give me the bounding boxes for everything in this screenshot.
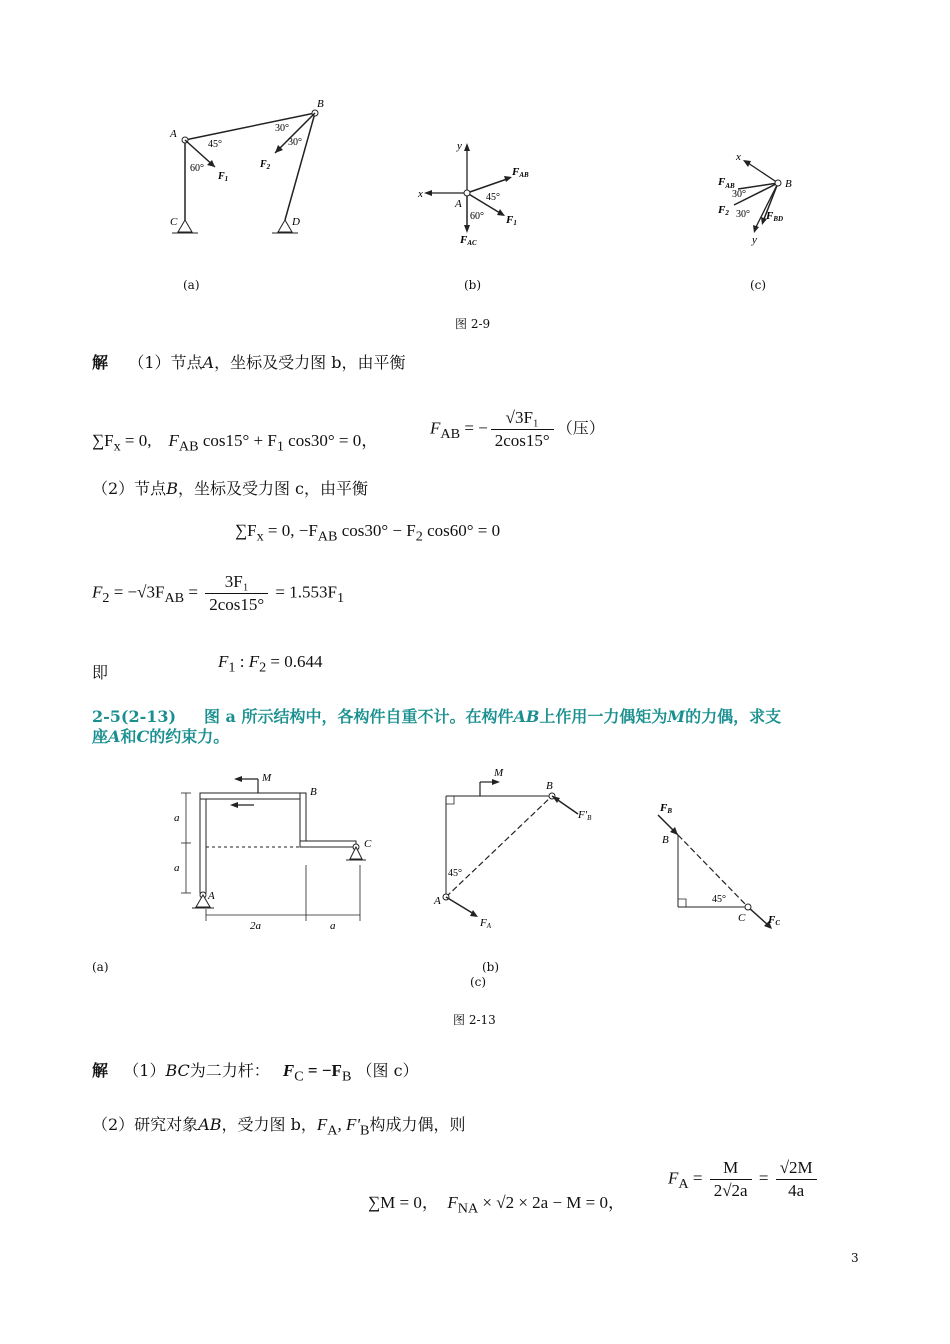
label-FB: F xyxy=(660,802,668,814)
caption-a: (a) xyxy=(92,960,109,974)
label-C: C xyxy=(170,216,178,228)
label-FAB-sub: AB xyxy=(519,171,529,179)
problem-number: 2-5(2-13) xyxy=(92,707,177,726)
label-A: A xyxy=(170,128,177,140)
dim-2a: 2a xyxy=(250,920,261,932)
label-FB-sub: B xyxy=(667,807,673,815)
figure-2-9a xyxy=(160,95,340,245)
solution-1-step-2: （2）节点B，坐标及受力图 c，由平衡 xyxy=(92,479,369,498)
label-B: B xyxy=(785,178,792,190)
label-FAB: F xyxy=(512,166,520,178)
caption-b: (b) xyxy=(464,278,482,292)
caption-c: (c) xyxy=(750,278,767,292)
svg-text:F'B xyxy=(577,809,592,822)
equation-sum-fx-B: $\sum F_x = 0$, $-F_{AB}$ $\cos 30^\circ - F_2$ cos60° = 0 xyxy=(235,521,501,545)
caption-a: (a) xyxy=(183,278,200,292)
svg-text:F2 xyxy=(259,159,271,171)
label-M: M xyxy=(262,772,272,784)
problem-statement-line-1: 2-5(2-13) 图 a 所示结构中，各构件自重不计。在构件AB上作用一力偶矩为M的力偶，求支 xyxy=(92,707,782,726)
angle-30a: 30° xyxy=(275,123,289,134)
label-FC: F xyxy=(768,914,776,926)
page-number: 3 xyxy=(851,1251,859,1265)
label-FAB: F xyxy=(718,176,726,188)
label-F1-sub: 1 xyxy=(513,219,517,227)
svg-text:FAB xyxy=(511,166,529,179)
angle-30b: 30° xyxy=(288,137,302,148)
svg-text:F1 xyxy=(217,171,228,183)
angle-60: 60° xyxy=(470,211,484,222)
figure-title: 图 2-13 xyxy=(453,1013,496,1027)
label-FA: F xyxy=(480,917,487,929)
caption-b: (b) xyxy=(482,960,500,974)
figure-2-9b xyxy=(412,135,552,255)
angle-30a: 30° xyxy=(732,189,746,200)
angle-45: 45° xyxy=(486,192,500,203)
angle-45: 45° xyxy=(712,894,726,905)
label-FBD: F xyxy=(766,210,774,222)
label-C: C xyxy=(364,838,372,850)
angle-45: 45° xyxy=(208,139,222,150)
label-A: A xyxy=(208,890,215,902)
axis-y: y xyxy=(752,234,757,246)
svg-text:FC xyxy=(767,914,780,927)
equation-FA: $F_A$ = $\frac{M}{2√2a}$ = $\frac{√2M}{4a}$ xyxy=(668,1158,820,1201)
dim-a-right: a xyxy=(330,920,336,932)
equation-ratio: $F_1$ : $F_2 = 0.644$ xyxy=(218,652,323,676)
equation-sum-M: ∑M = 0， $F_{NA} \times √2 \times 2a - M = 0$， xyxy=(368,1193,626,1217)
equation-F2: $F_2 = -√3F_{AB}$ = $\frac{\text{3F₁}}{2\cos 15^\circ}$ = $1.553F_1$ xyxy=(92,572,345,614)
dim-a-lower: a xyxy=(174,862,180,874)
axis-x: x xyxy=(736,151,741,163)
label-FC-sub: C xyxy=(775,919,781,927)
solution-1-step-1: 解 （1）节点A，坐标及受力图 b，由平衡 xyxy=(92,353,406,372)
problem-statement-line-2: 座A和C的约束力。 xyxy=(92,727,230,746)
svg-text:F2 xyxy=(717,204,729,217)
solution-2-step-2: （2）研究对象AB，受力图 b，$F_A$, $F'_B$构成力偶，则 xyxy=(92,1115,466,1139)
svg-text:F1 xyxy=(505,214,517,227)
angle-45: 45° xyxy=(448,868,462,879)
axis-y: y xyxy=(457,140,462,152)
label-FAC-sub: AC xyxy=(467,239,477,247)
equation-sum-fx-A: $\sum F_x = 0$, $F_{AB}$ $\cos 15^\circ + F_1$ cos30° = 0， xyxy=(92,431,379,455)
svg-text:FA xyxy=(479,917,492,930)
angle-30b: 30° xyxy=(736,209,750,220)
dim-a-upper: a xyxy=(174,812,180,824)
label-FA-sub: A xyxy=(486,922,492,930)
label-F2: F xyxy=(718,204,726,216)
label-F2: F xyxy=(260,159,267,170)
label-F1-sub: 1 xyxy=(224,175,229,183)
label-FAB-sub: AB xyxy=(725,182,735,190)
svg-text:FAB xyxy=(717,176,735,190)
label-B: B xyxy=(310,786,317,798)
label-F1: F xyxy=(506,214,514,226)
figure-2-9c xyxy=(708,145,818,255)
figure-2-13a xyxy=(170,765,390,940)
label-FAC: F xyxy=(460,234,468,246)
svg-text:FB xyxy=(659,802,672,815)
label-B: B xyxy=(546,780,553,792)
axis-x: x xyxy=(418,188,423,200)
label-FBD-sub: BD xyxy=(773,215,784,223)
label-FB-prime: F' xyxy=(578,809,588,821)
jie-label: 解 xyxy=(92,1061,109,1080)
jie-label: 解 xyxy=(92,353,109,372)
label-M: M xyxy=(494,767,504,779)
caption-c: (c) xyxy=(470,975,487,989)
figure-title: 图 2-9 xyxy=(455,317,491,331)
svg-text:FAC xyxy=(459,234,477,247)
label-F2-sub: 2 xyxy=(725,209,729,217)
figure-2-13c xyxy=(650,795,800,935)
label-C: C xyxy=(738,912,746,924)
label-FB-sub: B xyxy=(587,814,592,822)
ji-label: 即 xyxy=(92,663,109,682)
equation-FAB: $F_{AB}$ = − $\frac{\text{√3F₁}}{2\cos 15^\circ}$ （压） xyxy=(430,408,605,450)
solution-2-step-1: 解 （1）BC为二力杆： $F_C = -F_B$ （图 c） xyxy=(92,1061,419,1085)
label-A: A xyxy=(434,895,441,907)
label-D: D xyxy=(292,216,300,228)
label-F2-sub: 2 xyxy=(266,163,271,171)
label-A: A xyxy=(455,198,462,210)
label-F1: F xyxy=(218,171,225,182)
svg-text:FBD xyxy=(765,210,783,223)
label-B: B xyxy=(662,834,669,846)
angle-60: 60° xyxy=(190,163,204,174)
label-B: B xyxy=(317,98,324,110)
figure-2-13b xyxy=(430,762,600,932)
